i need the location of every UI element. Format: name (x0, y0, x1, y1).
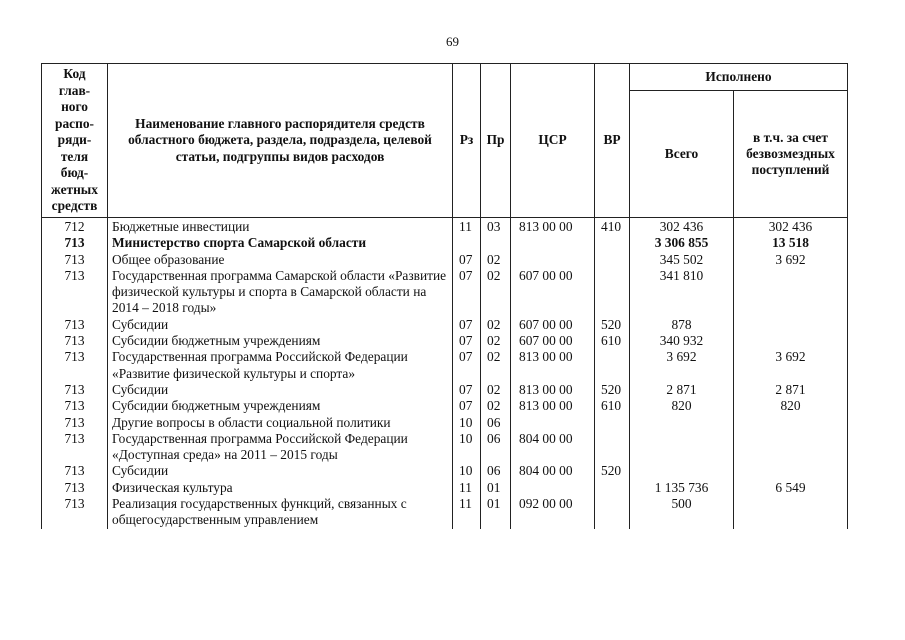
cell-total: 878 (630, 317, 734, 333)
table-body (42, 218, 848, 529)
header-free: в т.ч. за счет безвозмездных поступлений (734, 91, 848, 218)
cell-vr: 610 (595, 333, 630, 349)
cell-rz: 11 (453, 218, 481, 236)
cell-total (630, 415, 734, 431)
cell-vr (595, 268, 630, 317)
cell-free: 820 (734, 398, 848, 414)
header-code-lines (44, 66, 105, 215)
cell-code: 713 (42, 496, 108, 529)
cell-code: 713 (42, 268, 108, 317)
cell-total: 2 871 (630, 382, 734, 398)
cell-name: Министерство спорта Самарской области (108, 235, 453, 251)
budget-table (41, 63, 848, 529)
cell-total: 1 135 736 (630, 480, 734, 496)
cell-pr: 06 (481, 415, 511, 431)
cell-rz: 07 (453, 252, 481, 268)
cell-pr: 06 (481, 463, 511, 479)
cell-name: Физическая культура (108, 480, 453, 496)
cell-name: Бюджетные инвестиции (108, 218, 453, 236)
cell-total: 341 810 (630, 268, 734, 317)
cell-total: 500 (630, 496, 734, 529)
header-pr: Пр (481, 64, 511, 218)
header-executed: Исполнено (630, 64, 848, 91)
cell-code: 713 (42, 431, 108, 464)
cell-rz: 10 (453, 463, 481, 479)
cell-vr (595, 349, 630, 382)
cell-code: 713 (42, 398, 108, 414)
header-code-line: глав- (58, 82, 91, 98)
cell-free: 3 692 (734, 252, 848, 268)
cell-name: Государственная программа Российской Федерации «Развитие физической культуры и спорта» (108, 349, 453, 382)
cell-code: 713 (42, 333, 108, 349)
table-row (42, 415, 848, 431)
cell-csr (511, 252, 595, 268)
cell-vr: 520 (595, 463, 630, 479)
cell-name: Общее образование (108, 252, 453, 268)
cell-csr: 804 00 00 (511, 431, 595, 464)
cell-csr: 092 00 00 (511, 496, 595, 529)
cell-csr: 813 00 00 (511, 382, 595, 398)
header-code (42, 64, 108, 218)
cell-code: 713 (42, 463, 108, 479)
header-code-line: бюд- (60, 165, 89, 181)
cell-pr: 01 (481, 480, 511, 496)
cell-csr: 607 00 00 (511, 317, 595, 333)
cell-code: 713 (42, 480, 108, 496)
cell-csr (511, 235, 595, 251)
cell-code: 712 (42, 218, 108, 236)
cell-rz: 11 (453, 496, 481, 529)
cell-free: 3 692 (734, 349, 848, 382)
cell-name: Субсидии бюджетным учреждениям (108, 333, 453, 349)
cell-total (630, 463, 734, 479)
cell-name: Субсидии (108, 463, 453, 479)
cell-rz: 10 (453, 415, 481, 431)
cell-code: 713 (42, 317, 108, 333)
header-csr: ЦСР (511, 64, 595, 218)
cell-code: 713 (42, 349, 108, 382)
cell-total: 3 692 (630, 349, 734, 382)
cell-total: 820 (630, 398, 734, 414)
cell-vr: 520 (595, 382, 630, 398)
cell-vr (595, 252, 630, 268)
cell-total (630, 431, 734, 464)
cell-free (734, 317, 848, 333)
table-row (42, 496, 848, 529)
cell-csr (511, 480, 595, 496)
cell-vr (595, 496, 630, 529)
header-code-line: жетных (51, 181, 98, 197)
table-row (42, 252, 848, 268)
table-row (42, 333, 848, 349)
cell-pr: 01 (481, 496, 511, 529)
header-vr: ВР (595, 64, 630, 218)
cell-csr: 804 00 00 (511, 463, 595, 479)
cell-rz: 07 (453, 382, 481, 398)
cell-free (734, 333, 848, 349)
cell-vr: 410 (595, 218, 630, 236)
cell-pr: 02 (481, 349, 511, 382)
cell-pr: 02 (481, 382, 511, 398)
cell-name: Субсидии (108, 317, 453, 333)
cell-csr: 607 00 00 (511, 333, 595, 349)
cell-name: Субсидии бюджетным учреждениям (108, 398, 453, 414)
header-name: Наименование главного распорядителя средств областного бюджета, раздела, подраздела, целевой статьи, подгруппы видов расходов (108, 64, 453, 218)
header-rz: Рз (453, 64, 481, 218)
header-code-line: ряди- (57, 132, 92, 148)
cell-free (734, 496, 848, 529)
cell-rz: 07 (453, 268, 481, 317)
cell-code: 713 (42, 252, 108, 268)
cell-vr: 520 (595, 317, 630, 333)
cell-pr: 02 (481, 268, 511, 317)
header-code-line: распо- (55, 115, 94, 131)
cell-free (734, 268, 848, 317)
cell-csr: 607 00 00 (511, 268, 595, 317)
cell-vr (595, 235, 630, 251)
cell-rz (453, 235, 481, 251)
cell-free: 6 549 (734, 480, 848, 496)
table-row (42, 480, 848, 496)
table-row (42, 463, 848, 479)
cell-total: 3 306 855 (630, 235, 734, 251)
cell-total: 340 932 (630, 333, 734, 349)
table-row (42, 268, 848, 317)
cell-pr (481, 235, 511, 251)
cell-rz: 07 (453, 317, 481, 333)
header-code-line: средств (51, 198, 98, 214)
table-row (42, 382, 848, 398)
cell-name: Государственная программа Самарской области «Развитие физической культуры и спорта в Самарской области на 2014 – 2018 годы» (108, 268, 453, 317)
cell-pr: 02 (481, 398, 511, 414)
cell-pr: 03 (481, 218, 511, 236)
table-row (42, 398, 848, 414)
header-code-line: ного (61, 99, 88, 115)
cell-name: Реализация государственных функций, связанных с общегосударственным управлением (108, 496, 453, 529)
cell-name: Субсидии (108, 382, 453, 398)
cell-pr: 06 (481, 431, 511, 464)
cell-pr: 02 (481, 252, 511, 268)
cell-csr: 813 00 00 (511, 218, 595, 236)
cell-total: 345 502 (630, 252, 734, 268)
page-number: 69 (446, 34, 459, 49)
header-code-line: теля (60, 148, 89, 164)
table-row (42, 317, 848, 333)
cell-free (734, 463, 848, 479)
cell-free: 2 871 (734, 382, 848, 398)
cell-vr: 610 (595, 398, 630, 414)
cell-pr: 02 (481, 333, 511, 349)
cell-rz: 07 (453, 333, 481, 349)
cell-free: 302 436 (734, 218, 848, 236)
cell-csr: 813 00 00 (511, 349, 595, 382)
table-row (42, 218, 848, 236)
cell-pr: 02 (481, 317, 511, 333)
cell-rz: 11 (453, 480, 481, 496)
cell-total: 302 436 (630, 218, 734, 236)
header-total: Всего (630, 91, 734, 218)
cell-free (734, 431, 848, 464)
cell-vr (595, 415, 630, 431)
header-code-line: Код (63, 66, 86, 82)
cell-csr (511, 415, 595, 431)
cell-name: Другие вопросы в области социальной политики (108, 415, 453, 431)
table-header (42, 64, 848, 218)
cell-vr (595, 431, 630, 464)
cell-csr: 813 00 00 (511, 398, 595, 414)
cell-code: 713 (42, 235, 108, 251)
table-row (42, 431, 848, 464)
cell-free: 13 518 (734, 235, 848, 251)
table-row (42, 235, 848, 251)
cell-free (734, 415, 848, 431)
cell-code: 713 (42, 382, 108, 398)
cell-name: Государственная программа Российской Федерации «Доступная среда» на 2011 – 2015 годы (108, 431, 453, 464)
cell-vr (595, 480, 630, 496)
table-row (42, 349, 848, 382)
cell-rz: 10 (453, 431, 481, 464)
cell-rz: 07 (453, 349, 481, 382)
cell-code: 713 (42, 415, 108, 431)
cell-rz: 07 (453, 398, 481, 414)
